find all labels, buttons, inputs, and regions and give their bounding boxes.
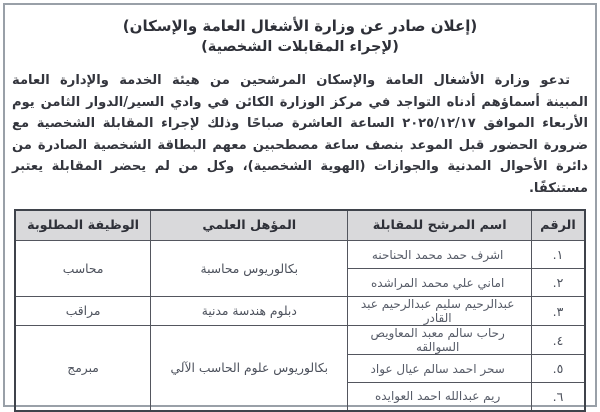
announcement-title-line2: (لإجراء المقابلات الشخصية) [201, 39, 399, 55]
candidate-name: عبدالرحيم سليم عبدالرحيم عبد القادر [348, 297, 532, 326]
header-candidate-name: اسم المرشح للمقابلة [348, 210, 532, 241]
position-cell: مراقب [15, 297, 151, 326]
position-cell: مبرمج [15, 326, 151, 411]
header-number: الرقم [531, 210, 585, 241]
header-position: الوظيفة المطلوبة [15, 210, 151, 241]
qualification-cell: بكالوريوس علوم الحاسب الآلي [151, 326, 348, 411]
table-header-row [15, 210, 585, 241]
page-frame [3, 3, 597, 407]
row-number: ٢. [531, 269, 585, 297]
candidate-name: ريم عبدالله احمد العوايده [348, 383, 532, 411]
table-row [15, 297, 585, 326]
candidate-name: اماني علي محمد المراشده [348, 269, 532, 297]
row-number: ٥. [531, 355, 585, 383]
row-number: ٣. [531, 297, 585, 326]
candidates-table [14, 209, 586, 412]
candidate-name: سحر احمد سالم عيال عواد [348, 355, 532, 383]
announcement-body-paragraph: تدعو وزارة الأشغال العامة والإسكان المرشحين من هيئة الخدمة والإدارة العامة المبينة أسماؤهم أدناه التواجد في مركز الوزارة الكائن في وادي السير/الدوار الثامن يوم الأربعاء الموافق ٢٠٢٥/١٢/١٧ الساعة العاشرة صباحًا وذلك لإجراء المقابلة الشخصية مع ضرورة الحضور قبل الموعد بنصف ساعة مصطحبين معهم البطاقة الشخصية الصادرة من دائرة الأحوال المدنية والجوازات (الهوية الشخصية)، وكل من لم يحضر المقابلة يعتبر مستنكفًا. [12, 73, 588, 196]
table-row [15, 326, 585, 355]
announcement-title [12, 15, 588, 58]
table-row [15, 241, 585, 269]
candidate-name: اشرف حمد محمد الحناحنه [348, 241, 532, 269]
qualification-cell: دبلوم هندسة مدنية [151, 297, 348, 326]
header-qualification: المؤهل العلمي [151, 210, 348, 241]
row-number: ٦. [531, 383, 585, 411]
candidate-name: رحاب سالم معبد المعاويص السوالقه [348, 326, 532, 355]
announcement-title-line1: (إعلان صادر عن وزارة الأشغال العامة والإسكان) [122, 17, 478, 35]
position-cell: محاسب [15, 241, 151, 297]
qualification-cell: بكالوريوس محاسبة [151, 241, 348, 297]
row-number: ٤. [531, 326, 585, 355]
row-number: ١. [531, 241, 585, 269]
